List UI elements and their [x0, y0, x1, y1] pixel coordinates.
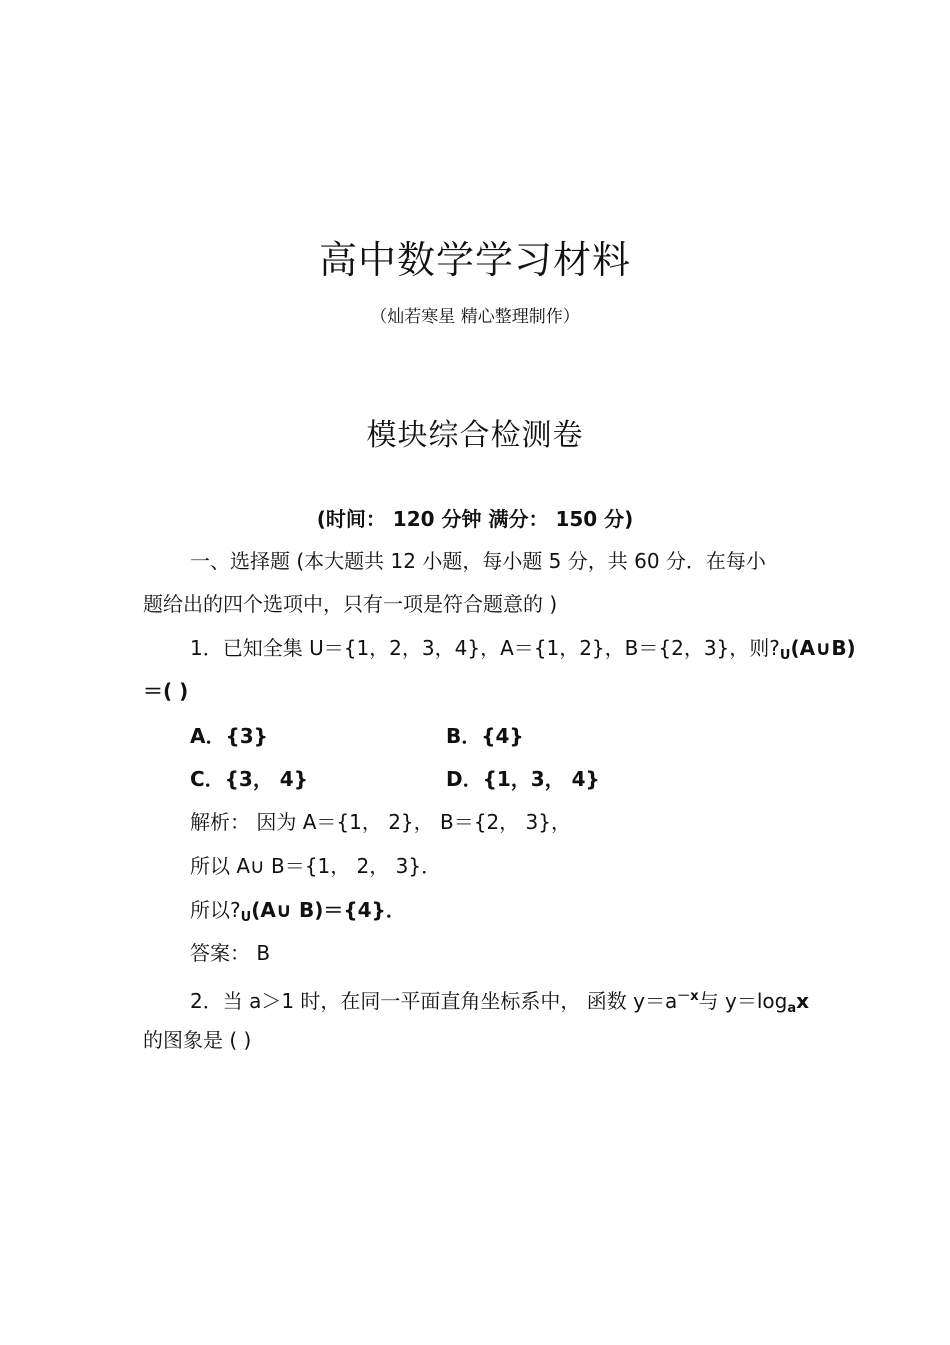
question-2-stem	[190, 983, 809, 1023]
question-1-analysis-line-3	[190, 896, 406, 932]
main-title: 高中数学学习材料	[318, 238, 631, 282]
question-2-stem-pre: 2．当 a＞1 时，在同一平面直角坐标系中， 函数 y＝a	[190, 989, 678, 1013]
question-1-analysis-3-post: (A∪ B)＝{4}．	[251, 898, 406, 922]
exam-time-score: (时间： 120 分钟 满分： 150 分)	[316, 507, 634, 531]
question-1-analysis-3-subscript: U	[240, 910, 252, 925]
question-2-stem-subscript: a	[787, 1001, 797, 1016]
question-1-option-d: D．{1，3， 4}	[446, 767, 600, 791]
section-intro-line-1: 一、选择题 (本大题共 12 小题，每小题 5 分，共 60 分．在每小	[190, 549, 766, 573]
question-1-option-b: B．{4}	[446, 724, 524, 748]
question-1-stem-line-2: ＝( )	[143, 679, 189, 703]
question-1-analysis-line-1: 解析： 因为 A＝{1， 2}， B＝{2， 3}，	[190, 810, 571, 834]
question-1-stem-end: (A∪B)	[790, 636, 856, 660]
question-2-stem-end: x	[796, 989, 809, 1013]
question-1-answer: 答案： B	[190, 941, 271, 965]
question-1-stem-subscript: U	[779, 648, 791, 663]
question-2-stem-superscript: －x	[677, 989, 699, 1004]
question-1-analysis-line-2: 所以 A∪ B＝{1， 2， 3}．	[190, 854, 442, 878]
subtitle: （灿若寒星 精心整理制作）	[370, 307, 580, 327]
question-1-stem-text: 1．已知全集 U＝{1，2，3，4}，A＝{1，2}，B＝{2，3}，则?	[190, 636, 780, 660]
section-intro-line-2: 题给出的四个选项中，只有一项是符合题意的 )	[143, 592, 558, 616]
question-2-stem-line-2: 的图象是 ( )	[143, 1028, 252, 1052]
question-1-stem	[190, 634, 856, 670]
question-2-stem-mid: 与 y＝log	[698, 989, 788, 1013]
exam-title: 模块综合检测卷	[366, 418, 584, 453]
question-1-option-c: C．{3， 4}	[190, 767, 308, 791]
question-1-analysis-3-pre: 所以?	[190, 898, 241, 922]
question-1-option-a: A．{3}	[190, 724, 268, 748]
